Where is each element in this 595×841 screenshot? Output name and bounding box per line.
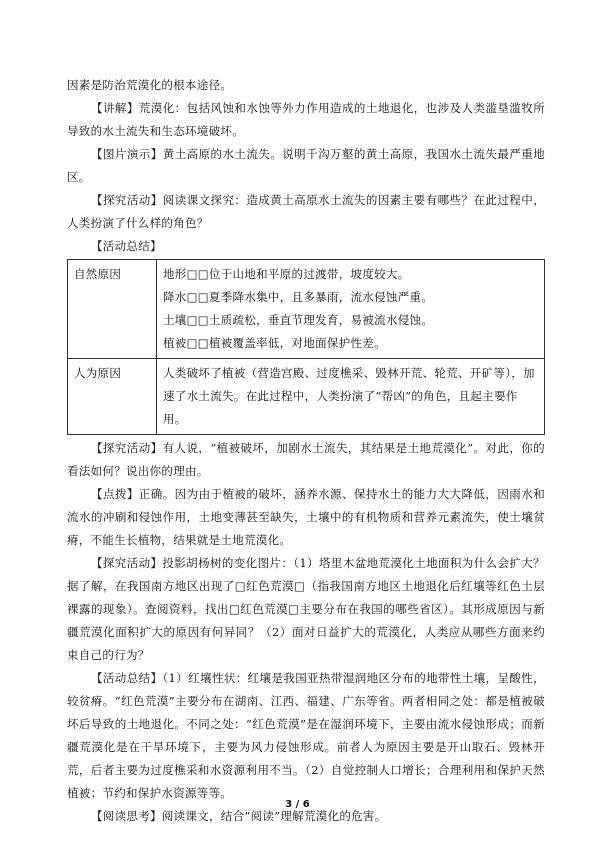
paragraph-text: 阅读课文探究：造成黄土高原水土流失的因素主要有哪些？在此过程中，人类扮演了什么样的角色？ bbox=[67, 193, 545, 230]
paragraph-hint bbox=[67, 483, 545, 552]
table-line: 地形□□位于山地和平原的过渡带，坡度较大。 bbox=[163, 267, 410, 281]
page-number: 3 / 6 bbox=[285, 799, 310, 810]
table-line: 降水□□夏季降水集中，且多暴雨，流水侵蚀严重。 bbox=[163, 290, 434, 304]
table-cell-label: 人为原因 bbox=[68, 359, 157, 435]
paragraph-explanation bbox=[67, 97, 545, 143]
paragraph-summary-2 bbox=[67, 667, 545, 805]
paragraph-text: 正确。因为由于植被的破坏，涵养水源、保持水土的能力大大降低，因雨水和流水的冲刷和侵蚀作用，土地变薄甚至缺失，土壤中的有机物质和营养元素流失，使土壤贫瘠，不能生长植物，结果就是土地荒漠化。 bbox=[67, 487, 545, 547]
table-line: 植被□□植被覆盖率低，对地面保护性差。 bbox=[163, 336, 386, 350]
section-label: 【图片演示】 bbox=[91, 147, 163, 161]
section-label: 【讲解】 bbox=[91, 101, 139, 115]
page-content bbox=[67, 74, 545, 828]
table-cell-content: 人类破坏了植被（营造宫殿、过度樵采、毁林开荒、轮荒、开矿等），加速了水土流失。在此过程中，人类扮演了“帮凶”的角色，且起主要作用。 bbox=[157, 359, 545, 435]
table-cell-label: 自然原因 bbox=[68, 260, 157, 359]
summary-table bbox=[67, 259, 545, 435]
paragraph-text: 荒漠化：包括风蚀和水蚀等外力作用造成的土地退化，也涉及人类滥垦滥牧所导致的水土流失和生态环境破坏。 bbox=[67, 101, 545, 138]
paragraph-inquiry-3 bbox=[67, 552, 545, 667]
paragraph-inquiry-2 bbox=[67, 437, 545, 483]
table-cell-content bbox=[157, 260, 545, 359]
paragraph-text: 有人说，“植被破坏，加剧水土流失，其结果是土地荒漠化”。对此，你的看法如何？说出你的理由。 bbox=[67, 441, 545, 478]
paragraph-text: （1）红壤性状：红壤是我国亚热带湿润地区分布的地带性土壤，呈酸性，较贫瘠。“红色荒漠”主要分布在湖南、江西、福建、广东等省。两者相同之处：都是植被破坏后导致的土地退化。不同之处：“红色荒漠”是在湿润环境下，主要由流水侵蚀形成；而新疆荒漠化是在干旱环境下，主要为风力侵蚀形成。前者人为原因主要是开山取石、毁林开荒，后者主要为过度樵采和水资源利用不当。（2）自觉控制人口增长；合理利用和保护天然植被；节约和保护水资源等等。 bbox=[67, 671, 545, 800]
section-label: 【探究活动】 bbox=[91, 441, 163, 455]
section-label: 【探究活动】 bbox=[91, 556, 163, 570]
summary-title: 【活动总结】 bbox=[91, 239, 162, 253]
section-label: 【阅读思考】 bbox=[91, 809, 162, 823]
paragraph-text: 阅读课文，结合“阅读”理解荒漠化的危害。 bbox=[161, 809, 387, 823]
paragraph-intro: 因素是防治荒漠化的根本途径。 bbox=[67, 78, 233, 92]
paragraph-text: 黄土高原的水土流失。说明千沟万壑的黄土高原，我国水土流失最严重地区。 bbox=[67, 147, 545, 184]
paragraph-picture-demo bbox=[67, 143, 545, 189]
section-label: 【活动总结】 bbox=[91, 671, 163, 685]
table-row-natural bbox=[68, 260, 545, 359]
table-row-human bbox=[68, 359, 545, 435]
paragraph-text: 投影胡杨树的变化图片：（1）塔里木盆地荒漠化土地面积为什么会扩大？据了解，在我国南方地区出现了□红色荒漠□（指我国南方地区土地退化后红壤等红色土层裸露的现象）。查阅资料，找出□红色荒漠□主要分布在我国的哪些省区）。其形成原因与新疆荒漠化面积扩大的原因有何异同？（2）面对日益扩大的荒漠化，人类应从哪些方面来约束自己的行为？ bbox=[67, 556, 545, 662]
table-line: 土壤□□土质疏松，垂直节理发育，易被流水侵蚀。 bbox=[163, 313, 434, 327]
section-label: 【探究活动】 bbox=[91, 193, 163, 207]
paragraph-inquiry-1 bbox=[67, 189, 545, 235]
section-label: 【点拨】 bbox=[91, 487, 139, 501]
